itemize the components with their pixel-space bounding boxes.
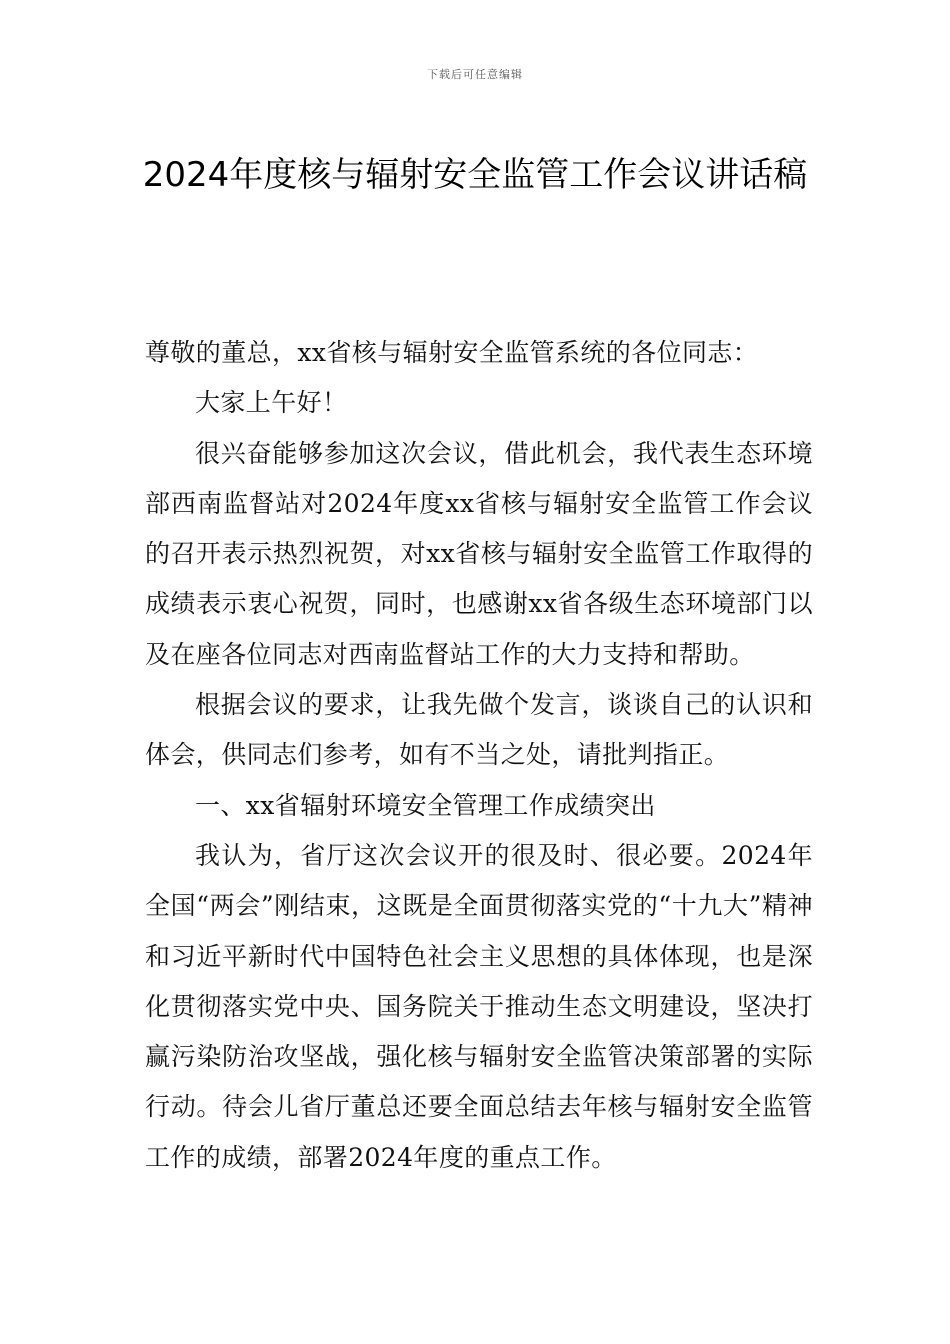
paragraph-congratulations: 很兴奋能够参加这次会议，借此机会，我代表生态环境部西南监督站对2024年度xx省核与辐射安全监管工作会议的召开表示热烈祝贺，对xx省核与辐射安全监管工作取得的成绩表示衷心祝贺，同时，也感谢xx省各级生态环境部门以及在座各位同志对西南监督站工作的大力支持和帮助。 xyxy=(145,438,813,669)
document-title: 2024年度核与辐射安全监管工作会议讲话稿 xyxy=(142,155,808,195)
header-note: 下载后可任意编辑 xyxy=(427,68,523,81)
paragraph-greeting: 大家上午好！ xyxy=(195,388,348,418)
salutation: 尊敬的董总，xx省核与辐射安全监管系统的各位同志： xyxy=(145,338,759,367)
section-heading-1: 一、xx省辐射环境安全管理工作成绩突出 xyxy=(195,790,656,820)
document-body xyxy=(145,328,813,1183)
paragraph-purpose: 根据会议的要求，让我先做个发言，谈谈自己的认识和体会，供同志们参考，如有不当之处，请批判指正。 xyxy=(145,690,813,770)
paragraph-section-1: 我认为，省厅这次会议开的很及时、很必要。2024年全国“两会”刚结束，这既是全面贯彻落实党的“十九大”精神和习近平新时代中国特色社会主义思想的具体体现，也是深化贯彻落实党中央、国务院关于推动生态文明建设，坚决打赢污染防治攻坚战，强化核与辐射安全监管决策部署的实际行动。待会儿省厅董总还要全面总结去年核与辐射安全监管工作的成绩，部署2024年度的重点工作。 xyxy=(145,840,813,1172)
